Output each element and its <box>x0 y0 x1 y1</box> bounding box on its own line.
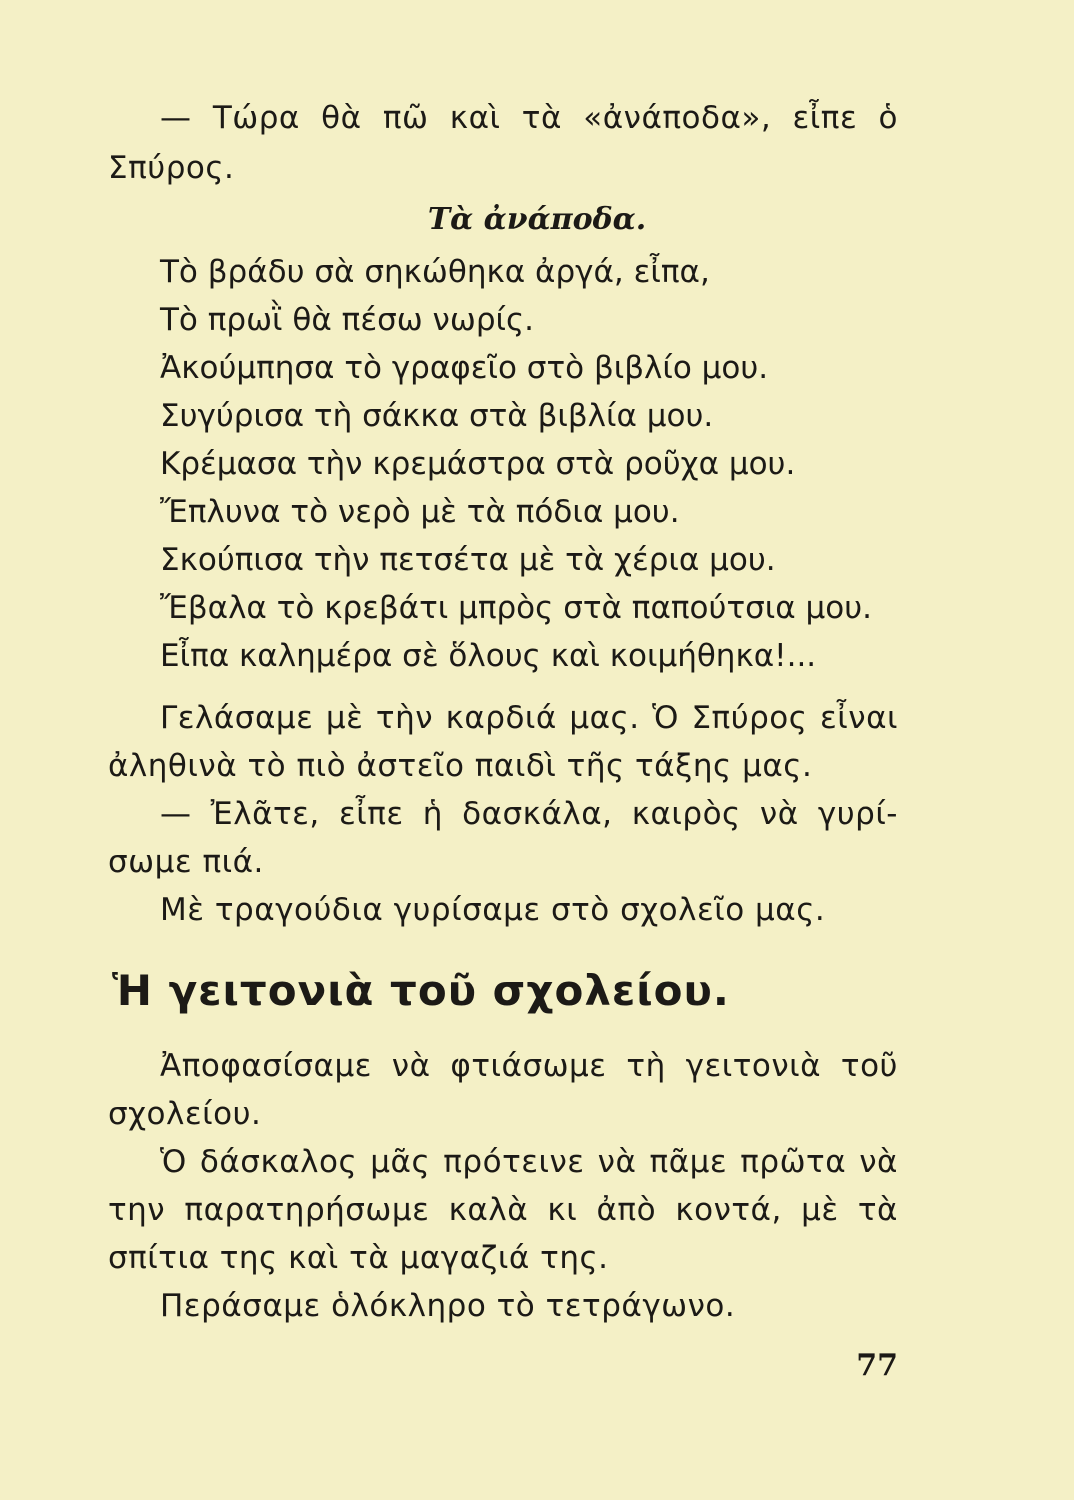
poem-verse: Συγύρισα τὴ σάκκα στὰ βιβλία μου. <box>160 398 714 434</box>
poem-verse: Τὸ βράδυ σὰ σηκώθηκα ἀργά, εἶπα, <box>160 254 710 290</box>
paragraph-line: σπίτια της καὶ τὰ μαγαζιά της. <box>108 1240 609 1276</box>
paragraph-line: την παρατηρήσωμε καλὰ κι ἀπὸ κοντά, μὲ τὰ <box>108 1192 898 1228</box>
paragraph-line: Περάσαμε ὁλόκληρο τὸ τετράγωνο. <box>160 1288 736 1324</box>
poem-verse: Σκούπισα τὴν πετσέτα μὲ τὰ χέρια μου. <box>160 542 776 578</box>
paragraph-line: Ἀποφασίσαμε νὰ φτιάσωμε τὴ γειτονιὰ τοῦ <box>160 1048 898 1084</box>
dialogue-line-2: Σπύρος. <box>108 150 235 186</box>
section-heading: Ἡ γειτονιὰ τοῦ σχολείου. <box>112 966 730 1015</box>
paragraph-line: Ὁ δάσκαλος μᾶς πρότεινε νὰ πᾶμε πρῶτα νὰ <box>160 1144 898 1180</box>
paragraph-line: Γελάσαμε μὲ τὴν καρδιά μας. Ὁ Σπύρος εἶναι <box>160 700 898 736</box>
poem-verse: Ἔπλυνα τὸ νερὸ μὲ τὰ πόδια μου. <box>160 494 680 530</box>
page-number: 77 <box>856 1348 898 1383</box>
poem-verse: Εἶπα καλημέρα σὲ ὅλους καὶ κοιμήθηκα!... <box>160 638 817 674</box>
paragraph-line: — Ἐλᾶτε, εἶπε ἡ δασκάλα, καιρὸς νὰ γυρί- <box>160 796 898 832</box>
paragraph-line: σωμε πιά. <box>108 844 264 880</box>
paragraph-line: σχολείου. <box>108 1096 262 1132</box>
poem-verse: Ἀκούμπησα τὸ γραφεῖο στὸ βιβλίο μου. <box>160 350 769 386</box>
poem-verse: Κρέμασα τὴν κρεμάστρα στὰ ροῦχα μου. <box>160 446 796 482</box>
paragraph-line: Μὲ τραγούδια γυρίσαμε στὸ σχολεῖο μας. <box>160 892 826 928</box>
poem-verse: Τὸ πρωῒ θὰ πέσω νωρίς. <box>160 302 535 338</box>
dialogue-line-1: — Τώρα θὰ πῶ καὶ τὰ «ἀνάποδα», εἶπε ὁ <box>160 100 898 136</box>
poem-verse: Ἔβαλα τὸ κρεβάτι μπρὸς στὰ παπούτσια μου. <box>160 590 873 626</box>
paragraph-line: ἀληθινὰ τὸ πιὸ ἀστεῖο παιδὶ τῆς τάξης μας. <box>108 748 813 784</box>
poem-title: Τὰ ἀνάποδα. <box>427 202 647 237</box>
